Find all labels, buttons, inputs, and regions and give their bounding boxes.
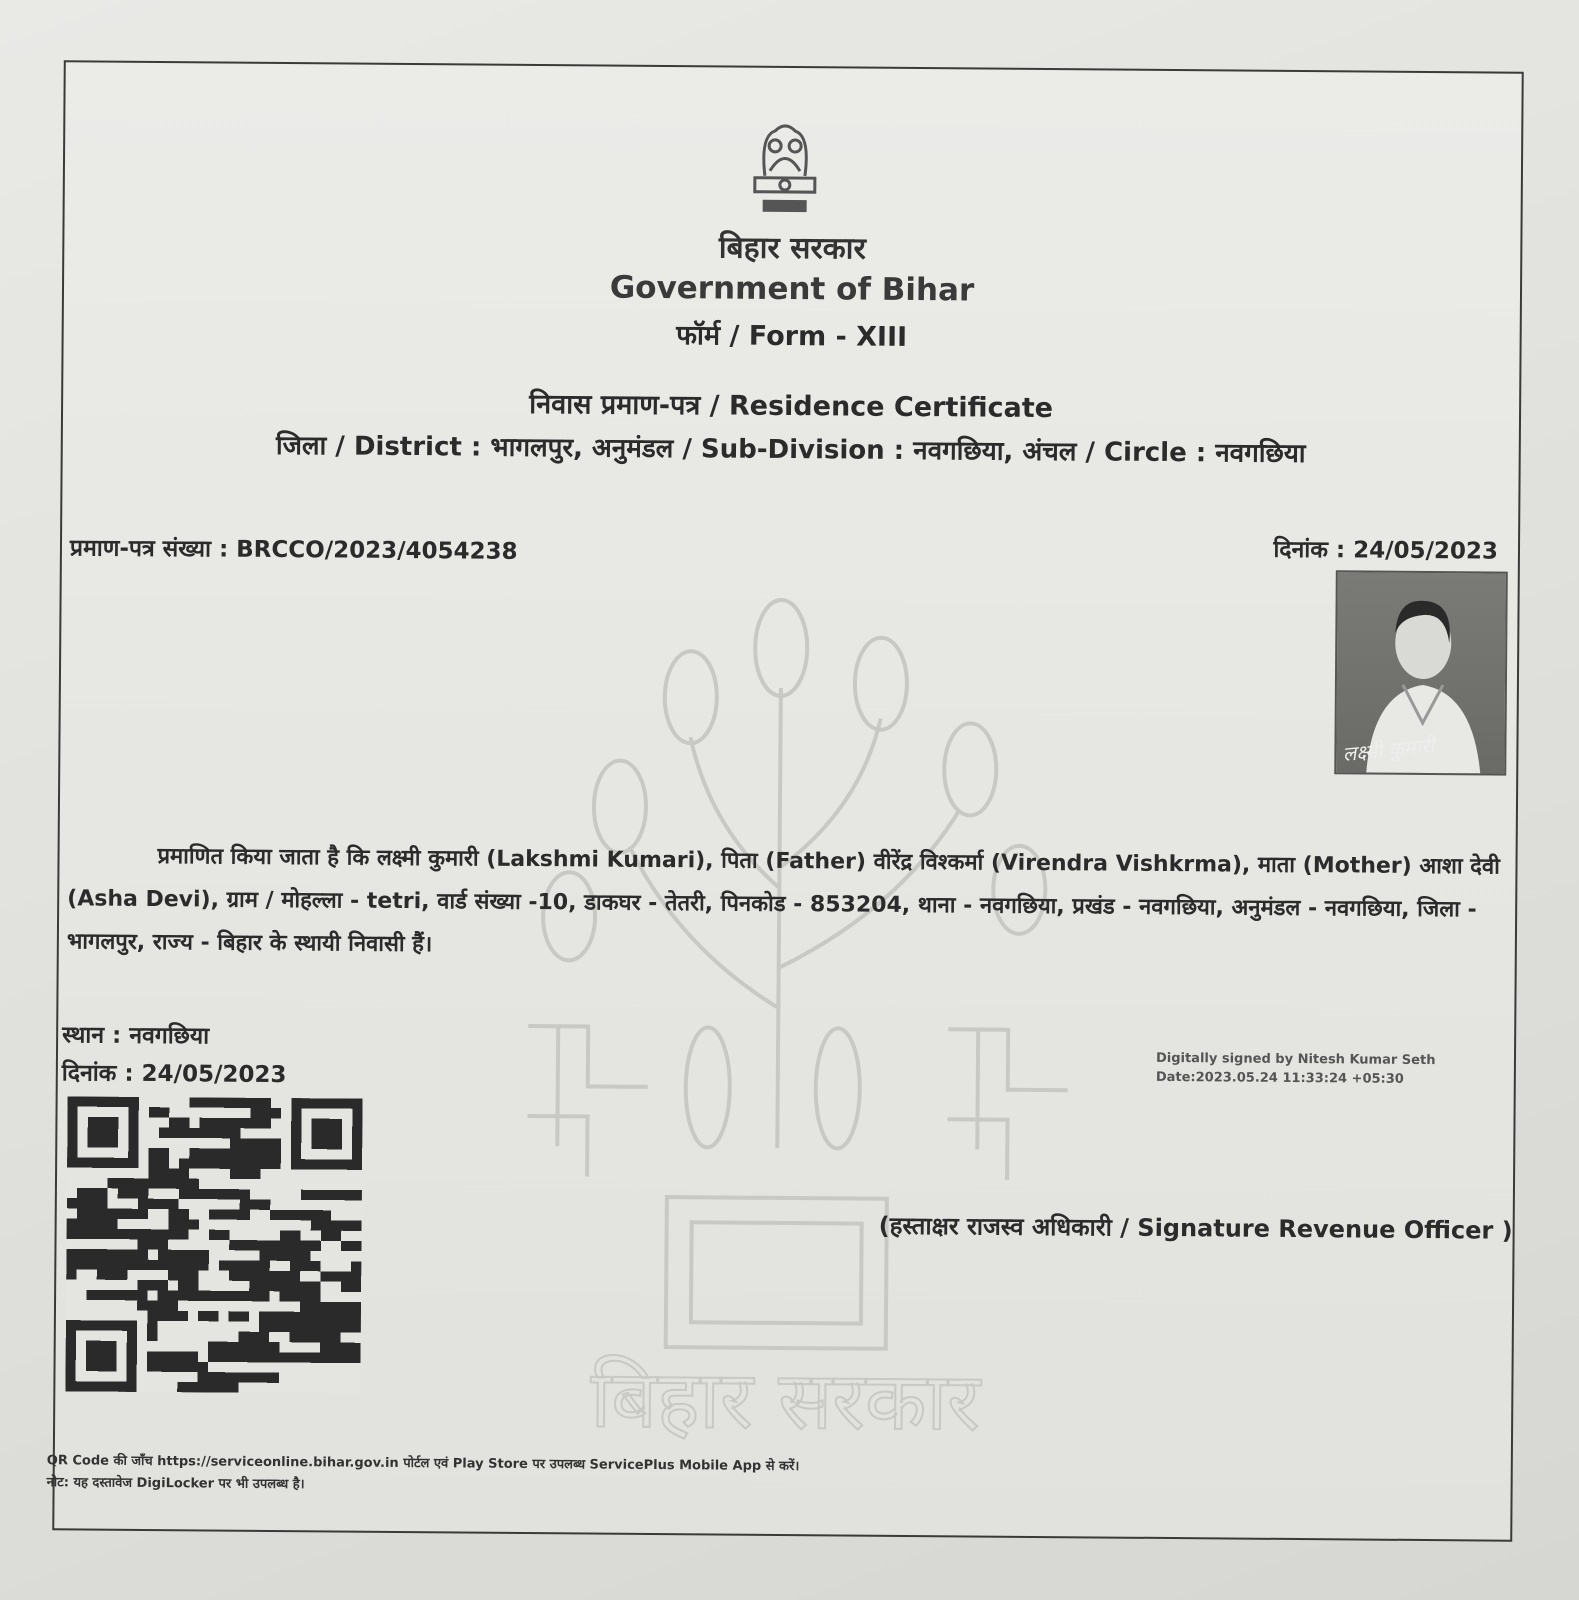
digital-signature [1156, 1049, 1436, 1089]
district-line: जिला / District : भागलपुर, अनुमंडल / Sub-Division : नवगछिया, अंचल / Circle : नवगछिया [275, 430, 1306, 470]
footer-qr-note: QR Code की जाँच https://serviceonline.bihar.gov.in पोर्टल एवं Play Store पर उपलब्ध ServicePlus Mobile App से करें। [46, 1453, 800, 1475]
form-number: फॉर्म / Form - XIII [676, 320, 908, 353]
footer [47, 1450, 800, 1500]
digital-signature-date: Date:2023.05.24 11:33:24 +05:30 [1155, 1069, 1404, 1087]
certificate-title: निवास प्रमाण-पत्र / Residence Certificate [529, 388, 1054, 425]
certificate [46, 60, 1524, 1541]
certification-text: प्रमाणित किया जाता है कि लक्ष्मी कुमारी (Lakshmi Kumari), पिता (Father) वीरेंद्र विश्कर्मा (Virendra Vishkrma), माता (Mother) आशा देवी (Asha Devi), ग्राम / मोहल्ला - tetri, वार्ड संख्या -10, डाकघर - तेतरी, पिनकोड - 853204, थाना - नवगछिया, प्रखंड - नवगछिया, अनुमंडल - नवगछिया, जिला - भागलपुर, राज्य - बिहार के स्थायी निवासी हैं। [66, 844, 1500, 958]
watermark-text: बिहार सरकार [590, 1352, 981, 1449]
place: स्थान : नवगछिया [62, 1022, 210, 1050]
digital-signature-name: Digitally signed by Nitesh Kumar Seth [1155, 1050, 1436, 1069]
signature-label: (हस्ताक्षर राजस्व अधिकारी / Signature Revenue Officer ) [878, 1211, 1513, 1245]
tree-watermark-icon [475, 586, 1102, 1451]
applicant-photo [1334, 570, 1508, 775]
place-date: दिनांक : 24/05/2023 [61, 1060, 287, 1089]
issue-date: दिनांक : 24/05/2023 [1273, 536, 1499, 565]
state-emblem-icon [725, 115, 846, 226]
qr-code[interactable] [65, 1096, 362, 1393]
photo-signature: लक्ष्मी कुमारी [1341, 733, 1436, 767]
gov-english-title: Government of Bihar [609, 269, 975, 309]
gov-hindi-title: बिहार सरकार [718, 230, 866, 267]
footer-digilocker-note: नोट: यह दस्तावेज DigiLocker पर भी उपलब्ध है। [46, 1475, 305, 1493]
certificate-number: प्रमाण-पत्र संख्या : BRCCO/2023/4054238 [69, 535, 518, 565]
